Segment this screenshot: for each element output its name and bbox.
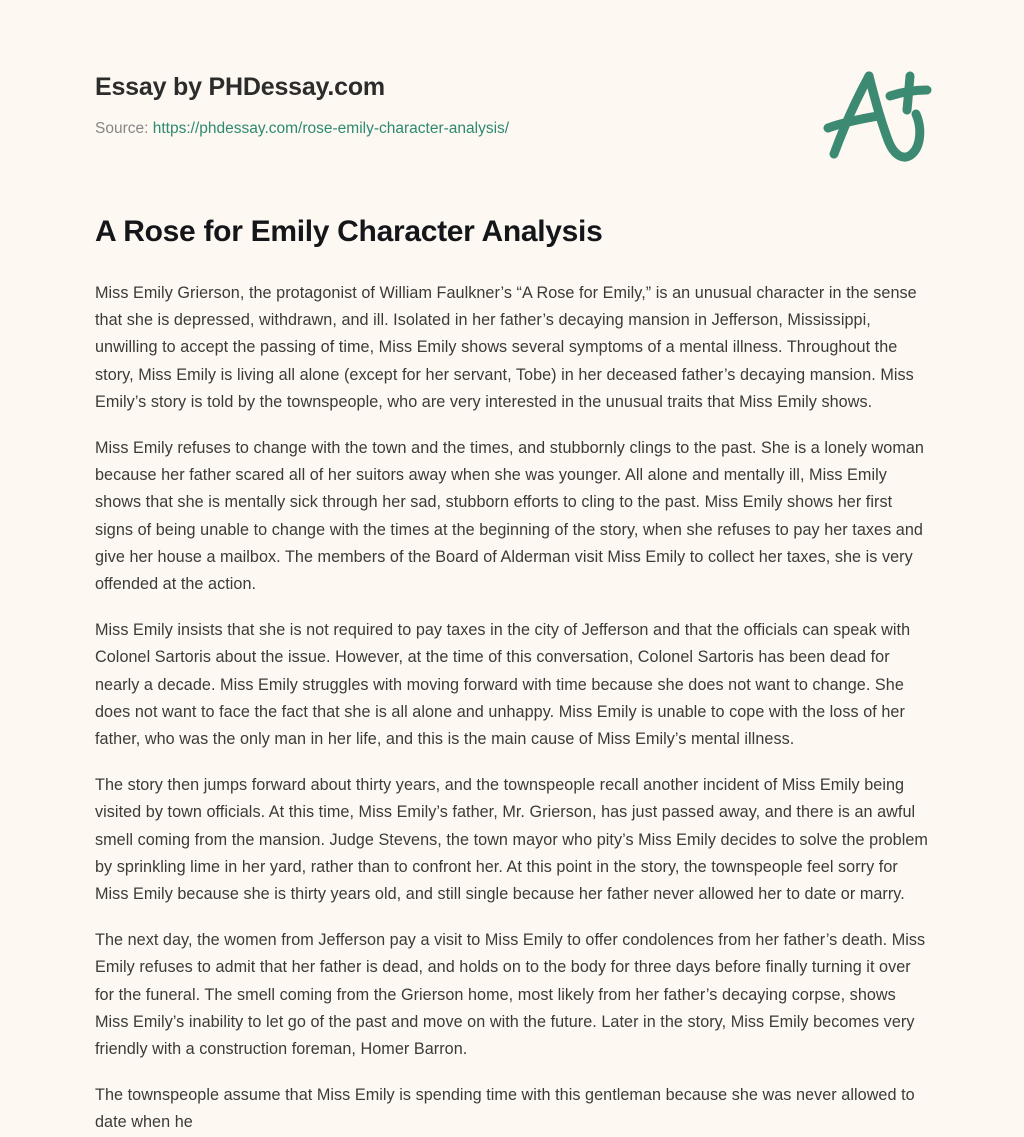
paragraph: Miss Emily refuses to change with the town and the times, and stubbornly clings to the past. She is a lonely woman because her father scared all of her suitors away when she was younger. All alone and mentally ill, Miss Emily shows that she is mentally sick through her sad, stubborn efforts to cling to the past. Miss Emily shows her first signs of being unable to change with the times at the beginning of the story, when she refuses to pay her taxes and give her house a mailbox. The members of the Board of Alderman visit Miss Emily to collect her taxes, she is very offended at the action.	[95, 439, 924, 594]
paragraph: The story then jumps forward about thirty years, and the townspeople recall another incident of Miss Emily being visited by town officials. At this time, Miss Emily’s father, Mr. Grierson, has just passed away, and there is an awful smell coming from the mansion. Judge Stevens, the town mayor who pity’s Miss Emily decides to solve the problem by sprinkling lime in her yard, rather than to confront her. At this point in the story, the townspeople feel sorry for Miss Emily because she is thirty years old, and still single because her father never allowed her to date or marry.	[95, 776, 928, 904]
paragraph: Miss Emily insists that she is not required to pay taxes in the city of Jefferson and that the officials can speak with Colonel Sartoris about the issue. However, at the time of this conversation, Colonel Sartoris has been dead for nearly a decade. Miss Emily struggles with moving forward with time because she does not want to change. She does not want to face the fact that she is all alone and unhappy. Miss Emily is unable to cope with the loss of her father, who was the only man in her life, and this is the main cause of Miss Emily’s mental illness.	[95, 621, 911, 749]
a-plus-logo	[812, 66, 940, 176]
source-label: Source:	[95, 120, 149, 137]
article	[95, 212, 933, 1137]
source-url-link[interactable]: https://phdessay.com/rose-emily-character-analysis/	[152, 120, 510, 137]
paragraph: Miss Emily Grierson, the protagonist of William Faulkner’s “A Rose for Emily,” is an unusual character in the sense that she is depressed, withdrawn, and ill. Isolated in her father’s decaying mansion in Jefferson, Mississippi, unwilling to accept the passing of time, Miss Emily shows several symptoms of a mental illness. Throughout the story, Miss Emily is living all alone (except for her servant, Tobe) in her deceased father’s decaying mansion. Miss Emily’s story is told by the townspeople, who are very interested in the unusual traits that Miss Emily shows.	[95, 284, 917, 411]
paragraph: The next day, the women from Jefferson pay a visit to Miss Emily to offer condolences from her father’s death. Miss Emily refuses to admit that her father is dead, and holds on to the body for three days before finally turning it over for the funeral. The smell coming from the Grierson home, most likely from her father’s decaying corpse, shows Miss Emily’s inability to let go of the past and move on with the future. Later in the story, Miss Emily becomes very friendly with a construction foreman, Homer Barron.	[95, 931, 926, 1059]
article-body	[95, 280, 933, 1137]
paragraph: The townspeople assume that Miss Emily is spending time with this gentleman because she was never allowed to date when he	[95, 1086, 915, 1132]
a-plus-logo-icon	[812, 66, 940, 176]
page-title: A Rose for Emily Character Analysis	[95, 215, 603, 248]
page-header	[0, 0, 1024, 190]
source-line	[95, 119, 509, 139]
brand-title: Essay by PHDessay.com	[95, 73, 385, 101]
brand-block	[95, 72, 509, 139]
